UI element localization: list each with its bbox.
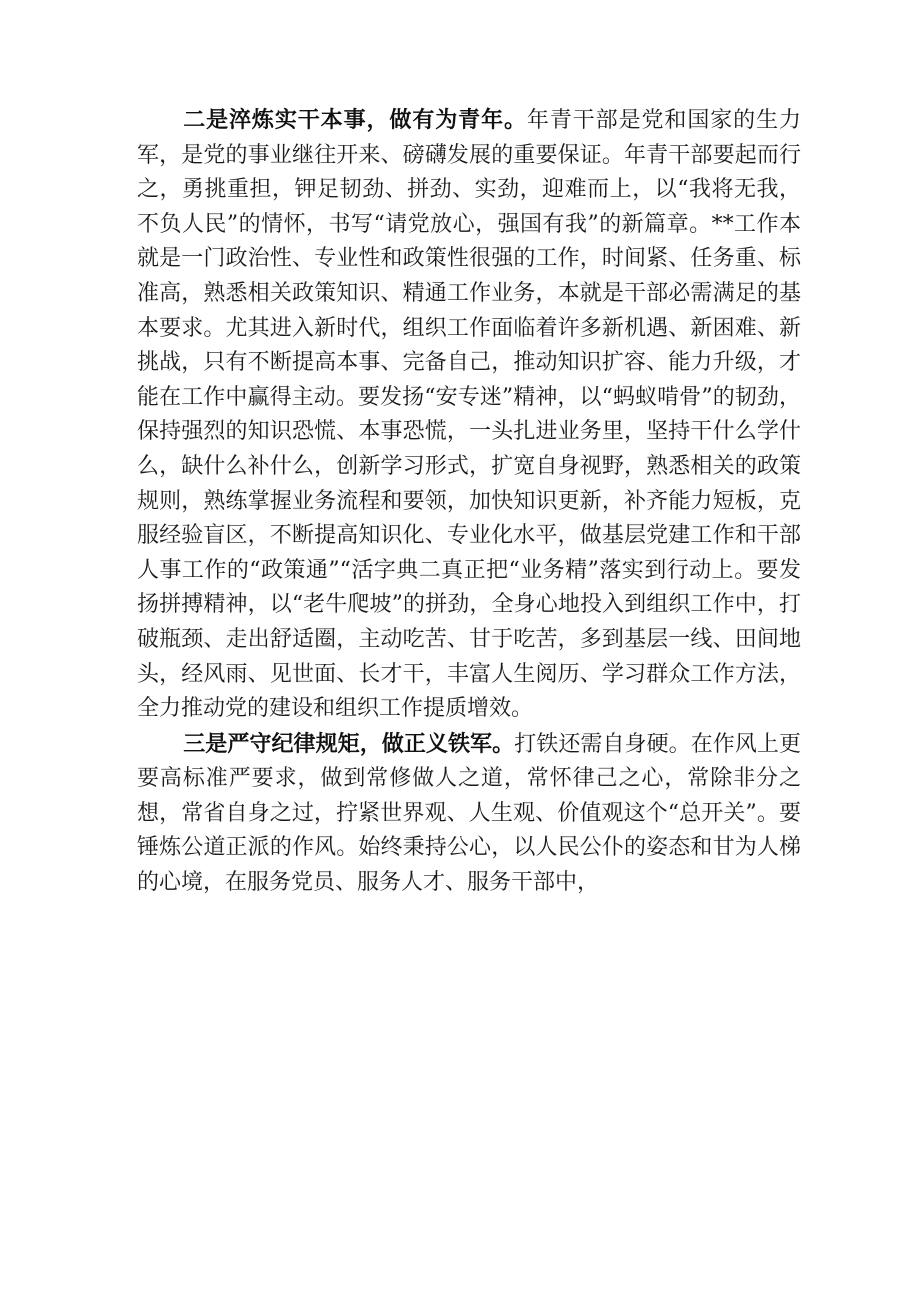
- paragraph-3: [137, 727, 801, 901]
- paragraph-3-lead: 三是严守纪律规矩，做正义铁军。: [183, 730, 515, 757]
- paragraph-2: [137, 103, 801, 727]
- paragraph-2-lead: 二是淬炼实干本事，做有为青年。: [183, 107, 527, 133]
- paragraph-3-body: 打铁还需自身硬。在作风上更要高标准严要求，做到常修做人之道，常怀律己之心，常除非分之想，常省自身之过，拧紧世界观、人生观、价值观这个“总开关”。要锤炼公道正派的作风。始终秉持公心，以人民公仆的姿态和甘为人梯的心境，在服务党员、服务人才、服务干部中，: [137, 731, 801, 896]
- document-body: [137, 103, 801, 901]
- paragraph-2-body: 年青干部是党和国家的生力军，是党的事业继往开来、磅礴发展的重要保证。年青干部要起而行之，勇挑重担，钾足韧劲、拼劲、实劲，迎难而上，以“我将无我，不负人民”的情怀，书写“请党放心，强国有我”的新篇章。**工作本就是一门政治性、专业性和政策性很强的工作，时间紧、任务重、标准高，熟悉相关政策知识、精通工作业务，本就是干部必需满足的基本要求。尤其进入新时代，组织工作面临着许多新机遇、新困难、新挑战，只有不断提高本事、完备自己，推动知识扩容、能力升级，才能在工作中赢得主动。要发扬“安专迷”精神，以“蚂蚁啃骨”的韧劲，保持强烈的知识恐慌、本事恐慌，一头扎进业务里，坚持干什么学什么，缺什么补什么，创新学习形式，扩宽自身视野，熟悉相关的政策规则，熟练掌握业务流程和要领，加快知识更新，补齐能力短板，克服经验盲区，不断提高知识化、专业化水平，做基层党建工作和干部人事工作的“政策通”“活字典二真正把“业务精”落实到行动上。要发扬拼搏精神，以“老牛爬坡”的拼劲，全身心地投入到组织工作中，打破瓶颈、走出舒适圈，主动吃苦、甘于吃苦，多到基层一线、田间地头，经风雨、见世面、长才干，丰富人生阅历、学习群众工作方法，全力推动党的建设和组织工作提质增效。: [137, 108, 801, 722]
